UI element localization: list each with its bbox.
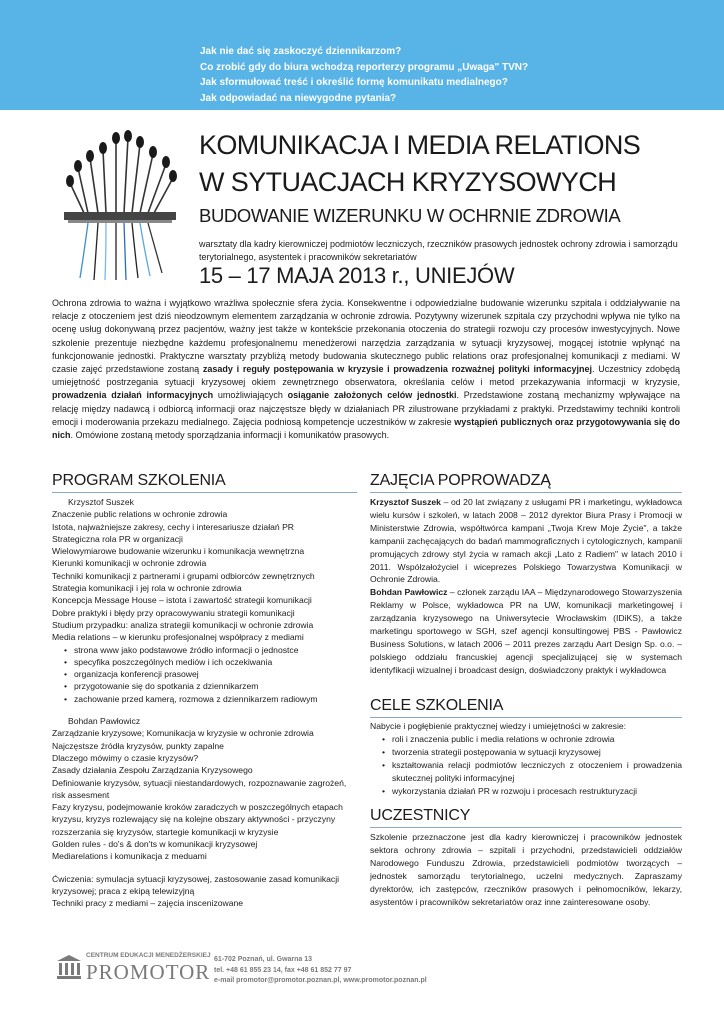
event-date: 15 – 17 MAJA 2013 r., UNIEJÓW	[199, 263, 515, 288]
program-heading-rule	[52, 492, 357, 493]
trainer-2-bio-text: – członek zarządu IAA – Międzynarodowego Stowarzyszenia Reklamy w Polsce, wykładowca PR na UW, komunikacji marketingowej i zarządzania kryzysowego na Uniwersytecie Wrocławskim (IDiKS), a także marketingu sportowego w SGH, szef agencji konsultingowej PBS - Pawłowicz Business Solutions, w latach 2006 – 2011 prezes zarządu Aart Design Sp. o.o. – polskiego oddziału francuskiej agencji specjalizującej się w systemach identyfikacji wizualnej i broadcast design, doświadczony praktyk i wykładowca	[370, 587, 682, 675]
goals-heading: CELE SZKOLENIA	[370, 697, 504, 714]
footer-email[interactable]: e-mail promotor@promotor.poznan.pl, www.promotor.poznan.pl	[214, 977, 427, 984]
goals-list	[370, 720, 682, 797]
intro-bold-2: prowadzenia działań informacyjnych	[52, 390, 214, 401]
logo-name: PROMOTOR	[86, 960, 211, 984]
trainer-2-label: Bohdan Pawłowicz	[68, 716, 141, 727]
program-item: Dlaczego mówimy o czasie kryzysów?	[52, 752, 199, 763]
intro-text-5: . Omówione zostaną metody sporządzania informacji i komunikatów prasowych.	[70, 430, 390, 441]
title-line-1: KOMUNIKACJA I MEDIA RELATIONS	[199, 130, 641, 160]
participants-text: Szkolenie przeznaczone jest dla kadry kierowniczej i pracowników jednostek sektora ochrony zdrowia – szpitali i przychodni, przedstawicieli oddziałów Narodowego Funduszu Zdrowia, przedstawicieli podmiotów tworzących – jednostek samorządu terytorialnego, uczelni medycznych. Zapraszamy dyrektorów, ich zastępców, rzeczników prasowych i pełnomocników, lekarzy, asystentów i pracowników sekretariatów oraz inne zainteresowane osoby.	[370, 832, 682, 907]
banner-line-3: Jak sformułować treść i określić formę komunikatu medialnego?	[200, 77, 508, 88]
footer-address: 61-702 Poznań, ul. Gwarna 13	[214, 956, 313, 963]
program-item: Mediarelations i komunikacja z meduami	[52, 851, 207, 862]
intro-bold-4: wystąpień publicznych oraz przygotowywania się do nich	[52, 416, 680, 441]
goals-heading-rule	[370, 717, 682, 718]
banner-line-1: Jak nie dać się zaskoczyć dziennikarzom?	[200, 46, 402, 57]
program-item: Istota, najważniejsze zakresy, cechy i interesariusze działań PR	[52, 521, 295, 532]
banner-line-2: Co zrobić gdy do biura wchodzą reporterzy programu „Uwaga" TVN?	[200, 61, 529, 73]
program-item: Media relations – w kierunku profesjonalnej współpracy z mediami	[52, 632, 304, 643]
program-bullet: • specyfika poszczególnych mediów i ich oczekiwania	[52, 656, 357, 668]
intro-text-2: . Uczestnicy zdobędą umiejętność postrzegania sytuacji kryzysowej okiem zewnętrznego obserwatora, określania celów i metod przekazywania informacji w kryzysie,	[52, 364, 680, 388]
program-item: Wielowymiarowe budowanie wizerunku i komunikacja wewnętrzna	[52, 546, 305, 557]
program-item: Definiowanie kryzysów, sytuacji niestandardowych, rozpoznawanie zagrożeń, risk assesment	[52, 777, 347, 800]
trainers-bios	[370, 496, 682, 677]
program-item: Fazy kryzysu, podejmowanie kroków zaradczych w poszczególnych etapach kryzysu, kryzys rozlewający się na kolejne obszary aktywności - przyczyny rozszerzania się kryzysów, startegie komunikacji w kryzysie	[52, 802, 343, 837]
program-item: Zarządzanie kryzysowe; Komunikacja w kryzysie w ochronie zdrowia	[52, 728, 314, 739]
trainer-1-bio	[370, 496, 682, 586]
footer-phone: tel. +48 61 855 23 14, fax +48 61 852 77 97	[214, 966, 352, 974]
intro-paragraph	[52, 297, 680, 442]
intro-text-3: umożliwiających	[213, 390, 288, 401]
trainer-2-name: Bohdan Pawłowicz	[370, 587, 448, 598]
program-heading: PROGRAM SZKOLENIA	[52, 472, 226, 489]
intro-text-1: Ochrona zdrowia to ważna i wyjątkowo wrażliwa społecznie sfera życia. Konsekwentne i odpowiedzialne budowanie wizerunku szpitala i oddziaływanie na relacje z otoczeniem jest dziś nieodzownym elementem zarządzania w ochronie zdrowia. Pozytywny wizerunek szpitala czy przychodni wpływa nie tylko na ocenę usług dokonywaną przez pacjentów, ważny jest także w kontekście przekonania otoczenia do strategii rozwoju czy procesów inwestycyjnych. Nowe szkolenie prezentuje niezbędne każdemu profesjonalnemu menedżerowi narzędzia zarządzania w sytuacji kryzysowej, mogącej istotnie wpłynąć na funkcjonowanie jednostki. Praktyczne warsztaty przybliżą metody budowania skutecznego public relations oraz profesjonalnej komunikacji z mediami. W czasie zajęć przedstawione zostaną	[52, 298, 680, 375]
program-item: Koncepcja Message House – istota i zawartość strategii komunikacji	[52, 595, 312, 606]
goal-item: • roli i znaczenia public i media relations w ochronie zdrowia	[370, 733, 682, 746]
program-item: Najczęstsze źródła kryzysów, punkty zapalne	[52, 740, 224, 751]
footer-contact	[214, 955, 427, 987]
program-list	[52, 496, 357, 910]
microphones-illustration	[58, 128, 188, 283]
participants-heading-rule	[370, 827, 682, 828]
techniques-line: Techniki pracy z mediami – zajęcia inscenizowane	[52, 898, 244, 909]
goal-item: • kształtowania relacji podmiotów leczniczych z otoczeniem i prowadzenia skutecznej polityki informacyjnej	[370, 759, 682, 785]
logo-subtitle: CENTRUM EDUKACJI MENEDŻERSKIEJ	[86, 952, 211, 959]
trainers-heading: ZAJĘCIA POPROWADZĄ	[370, 472, 551, 489]
banner-questions	[200, 44, 528, 106]
program-bullet: • strona www jako podstawowe źródło informacji o jednostce	[52, 644, 357, 656]
program-item: Znaczenie public relations w ochronie zdrowia	[52, 509, 228, 520]
goal-item: • wykorzystania działań PR w rozwoju i procesach restrukturyzacji	[370, 785, 682, 798]
program-bullet: • zachowanie przed kamerą, rozmowa z dziennikarzem radiowym	[52, 693, 357, 705]
top-banner	[0, 0, 724, 110]
trainer-1-name: Krzysztof Suszek	[370, 497, 441, 507]
program-item: Golden rules - do's & don'ts w komunikacji kryzysowej	[52, 839, 258, 850]
intro-bold-3: osiąganie założonych celów jednostki	[287, 390, 457, 401]
program-item: Techniki komunikacji z partnerami i grupami odbiorców zewnętrznych	[52, 570, 315, 581]
program-item: Strategia komunikacji i jej rola w ochronie zdrowia	[52, 583, 242, 594]
trainer-1-label: Krzysztof Suszek	[68, 497, 134, 507]
trainer-1-bio-text: – od 20 lat związany z usługami PR i marketingu, wykładowca wielu kursów i szkoleń, w latach 2008 – 2012 dyrektor Biura Prasy i Promocji w Ministerstwie Zdrowia, współtwórca kampani „Twoja Krew Moje Życie", a także kampanii zachęcających do badań mammograficznych i cytologicznych, kampanii promujących zdrowy styl życia w ramach akcji „Lato z Radiem" w latach 2010 i 2011. Współzałożyciel i wiceprezes Polskiego Towarzystwa Komunikacji w Ochronie Zdrowia.	[370, 497, 682, 585]
participants-heading: UCZESTNICY	[370, 807, 471, 824]
audience-line: warsztaty dla kadry kierowniczej podmiotów leczniczych, rzeczników prasowych jednostek ochrony zdrowia i samorządu terytorialnego, asystentek i pracowników sekretariatów	[199, 239, 678, 262]
trainer-2-bio	[370, 586, 682, 676]
exercises-line: Ćwiczenia: symulacja sytuacji kryzysowej, zastosowanie zasad komunikacji kryzysowej; praca z ekipą telewizyjną	[52, 873, 340, 896]
program-item: Kierunki komunikacji w ochronie zdrowia	[52, 558, 207, 569]
program-bullet: • przygotowanie się do spotkania z dziennikarzem	[52, 680, 357, 692]
trainers-heading-rule	[370, 492, 682, 493]
intro-bold-1: zasady i reguły postępowania w kryzysie i prowadzenia rozważnej polityki informacyjnej	[202, 364, 593, 375]
goals-lead: Nabycie i pogłębienie praktycznej wiedzy i umiejętności w zakresie:	[370, 721, 627, 731]
goal-item: • tworzenia strategii postępowania w sytuacji kryzysowej	[370, 746, 682, 759]
title-line-2: W SYTUACJACH KRYZYSOWYCH	[199, 167, 617, 197]
program-item: Zasady działania Zespołu Zarządzania Kryzysowego	[52, 765, 253, 776]
banner-line-4: Jak odpowiadać na niewygodne pytania?	[200, 92, 397, 104]
intro-text-4: . Przedstawione zostaną mechanizmy wpływające na relację między nadawcą i odbiorcą informacji oraz najczęstsze błędy w działaniach PR zilustrowane przykładami z praktyki. Przedstawimy techniki kontroli emocji i moderowania przekazu medialnego. Zajęcia podniosą kompetencje uczestników w zakresie	[52, 390, 680, 427]
program-bullet: • organizacja konferencji prasowej	[52, 668, 357, 680]
program-item: Dobre praktyki i błędy przy opracowywaniu strategii komunikacji	[52, 607, 295, 618]
program-item: Studium przypadku: analiza strategii komunikacji w ochronie zdrowia	[52, 619, 314, 630]
building-columns-icon	[56, 954, 82, 980]
subtitle: BUDOWANIE WIZERUNKU W OCHRNIE ZDROWIA	[199, 205, 621, 226]
program-item: Strategiczna rola PR w organizacji	[52, 533, 183, 544]
